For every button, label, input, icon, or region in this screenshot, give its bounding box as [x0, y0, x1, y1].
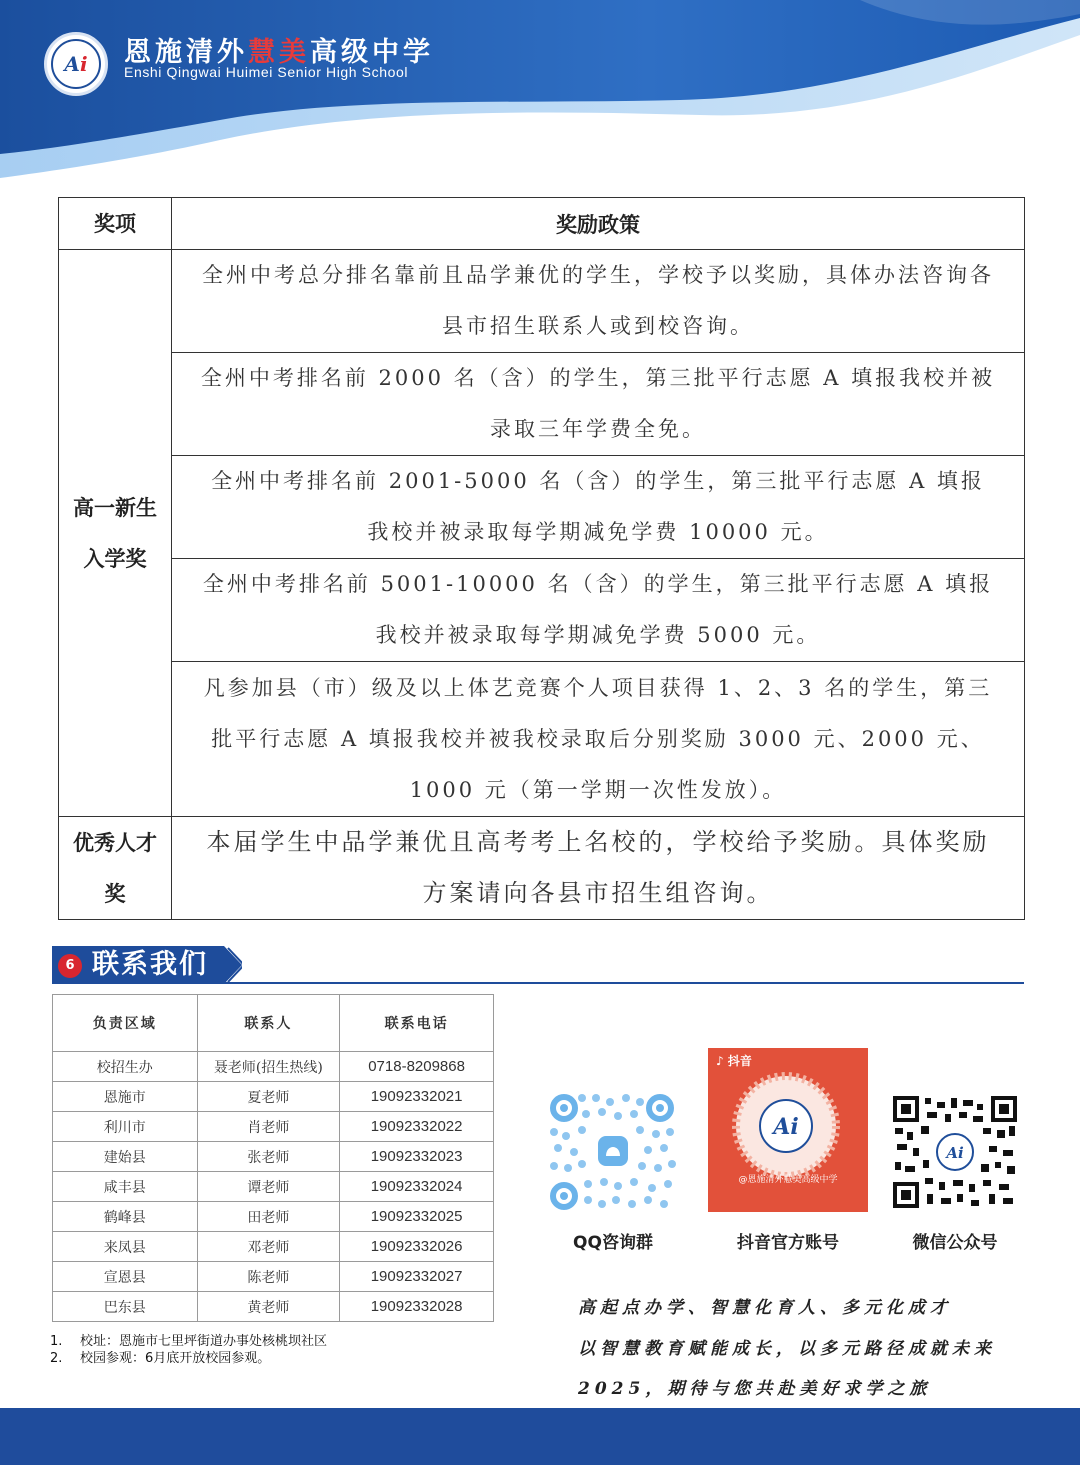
- phone-cell: 19092332023: [340, 1142, 494, 1172]
- wechat-qr-label: 微信公众号: [912, 1233, 998, 1253]
- award-policy-table: [58, 197, 1025, 920]
- policy-cell: 全州中考总分排名靠前且品学兼优的学生，学校予以奖励，具体办法咨询各县市招生联系人或到校咨询。: [172, 250, 1025, 353]
- contact-cell: 谭老师: [197, 1172, 340, 1202]
- contact-cell: 肖老师: [197, 1112, 340, 1142]
- school-logo-mark: [51, 39, 101, 89]
- contact-cell: 聂老师(招生热线): [197, 1052, 340, 1082]
- region-cell: 恩施市: [53, 1082, 198, 1112]
- logo-letter-a: A: [64, 52, 80, 76]
- contact-cell: 陈老师: [197, 1262, 340, 1292]
- phone-cell: 0718-8209868: [340, 1052, 494, 1082]
- table-row: [53, 1082, 494, 1112]
- column-header-contact: 联系人: [197, 995, 340, 1052]
- contact-header-row: [53, 995, 494, 1052]
- region-cell: 咸丰县: [53, 1172, 198, 1202]
- school-logo: [44, 32, 108, 96]
- phone-cell: 19092332028: [340, 1292, 494, 1322]
- policy-cell: 本届学生中品学兼优且高考考上名校的，学校给予奖励。具体奖励方案请向各县市招生组咨询。: [172, 817, 1025, 920]
- policy-cell: 全州中考排名前 2001-5000 名（含）的学生，第三批平行志愿 A 填报我校并被录取每学期减免学费 10000 元。: [172, 456, 1025, 559]
- slogan-line: 2025，期待与您共赴美好求学之旅: [578, 1379, 932, 1399]
- table-row: [59, 250, 1025, 353]
- contact-table: [52, 994, 494, 1322]
- douyin-icon: ♪: [716, 1054, 724, 1068]
- region-cell: 巴东县: [53, 1292, 198, 1322]
- table-row: [53, 1112, 494, 1142]
- qq-qr-code: [548, 1092, 678, 1212]
- notes-list: [50, 1333, 327, 1367]
- section-number-badge: 6: [65, 958, 75, 973]
- region-cell: 鹤峰县: [53, 1202, 198, 1232]
- table-row: [59, 456, 1025, 559]
- table-row: [59, 559, 1025, 662]
- column-header-policy: 奖励政策: [172, 198, 1025, 250]
- phone-cell: 19092332024: [340, 1172, 494, 1202]
- table-row: [53, 1202, 494, 1232]
- table-row: [53, 1232, 494, 1262]
- qq-qr-pattern: [548, 1092, 678, 1212]
- column-header-award: 奖项: [59, 198, 172, 250]
- douyin-account: @恩施清外慧美高级中学: [738, 1175, 838, 1185]
- award-category-freshman: 高一新生 入学奖: [59, 250, 172, 817]
- phone-cell: 19092332027: [340, 1262, 494, 1292]
- table-row: [53, 1262, 494, 1292]
- wechat-qr-code: [893, 1096, 1017, 1208]
- table-row: [59, 353, 1025, 456]
- phone-cell: 19092332025: [340, 1202, 494, 1232]
- slogan-line: 高起点办学、智慧化育人、多元化成才: [578, 1298, 952, 1318]
- section-title: 联系我们: [92, 949, 208, 980]
- header-wave-background: [0, 0, 1080, 190]
- page-footer-band: [0, 1408, 1080, 1465]
- region-cell: 校招生办: [53, 1052, 198, 1082]
- table-row: [53, 1292, 494, 1322]
- contact-cell: 田老师: [197, 1202, 340, 1232]
- table-row: [53, 1052, 494, 1082]
- region-cell: 建始县: [53, 1142, 198, 1172]
- svg-text:Ai: Ai: [946, 1144, 964, 1162]
- douyin-brand: ♪ 抖音: [716, 1054, 752, 1068]
- note-item: 1. 校址：恩施市七里坪街道办事处核桃坝社区: [50, 1334, 328, 1349]
- region-cell: 来凤县: [53, 1232, 198, 1262]
- note-item: 2. 校园参观：6月底开放校园参观。: [50, 1351, 271, 1366]
- policy-cell: 凡参加县（市）级及以上体艺竞赛个人项目获得 1、2、3 名的学生，第三批平行志愿 A 填报我校并被我校录取后分别奖励 3000 元、2000 元、1000 元（第一学期一次性发放）。: [172, 662, 1025, 817]
- contact-cell: 黄老师: [197, 1292, 340, 1322]
- school-name-cn: 恩施清外慧美高级中学: [124, 37, 434, 68]
- award-category-talent: 优秀人才奖: [59, 817, 172, 920]
- phone-cell: 19092332021: [340, 1082, 494, 1112]
- table-row: [53, 1172, 494, 1202]
- policy-cell: 全州中考排名前 5001-10000 名（含）的学生，第三批平行志愿 A 填报我校并被录取每学期减免学费 5000 元。: [172, 559, 1025, 662]
- wechat-qr-pattern: [893, 1096, 1017, 1208]
- logo-letter-i: i: [79, 52, 88, 76]
- table-row: [59, 662, 1025, 817]
- page-header: [0, 0, 1080, 190]
- slogan-line: 以智慧教育赋能成长，以多元路径成就未来: [578, 1339, 996, 1359]
- phone-cell: 19092332022: [340, 1112, 494, 1142]
- douyin-qr-pattern: [708, 1048, 868, 1212]
- svg-text:Ai: Ai: [773, 1114, 799, 1140]
- contact-cell: 邓老师: [197, 1232, 340, 1262]
- region-cell: 利川市: [53, 1112, 198, 1142]
- policy-cell: 全州中考排名前 2000 名（含）的学生，第三批平行志愿 A 填报我校并被录取三年学费全免。: [172, 353, 1025, 456]
- table-row: [59, 817, 1025, 920]
- phone-cell: 19092332026: [340, 1232, 494, 1262]
- contact-cell: 张老师: [197, 1142, 340, 1172]
- school-name-en: Enshi Qingwai Huimei Senior High School: [124, 64, 409, 80]
- table-header-row: [59, 198, 1025, 250]
- column-header-phone: 联系电话: [340, 995, 494, 1052]
- contact-cell: 夏老师: [197, 1082, 340, 1112]
- table-row: [53, 1142, 494, 1172]
- region-cell: 宣恩县: [53, 1262, 198, 1292]
- douyin-qr-card: [708, 1048, 868, 1212]
- column-header-region: 负责区域: [53, 995, 198, 1052]
- douyin-qr-label: 抖音官方账号: [737, 1233, 839, 1253]
- qq-qr-label: QQ咨询群: [573, 1233, 653, 1253]
